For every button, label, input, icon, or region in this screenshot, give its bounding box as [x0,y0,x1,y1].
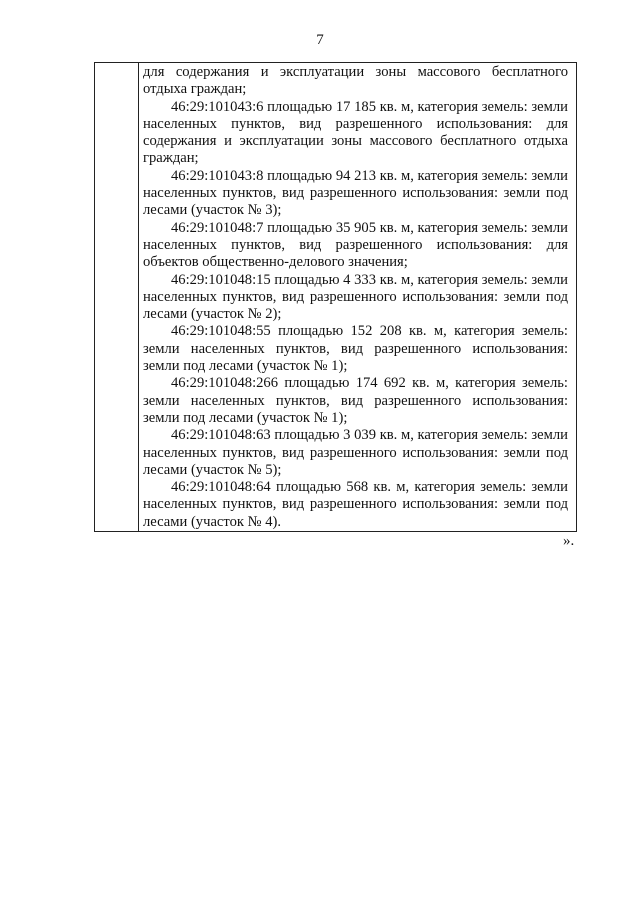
closing-quote-mark: ». [563,533,575,549]
land-plot-entry: 46:29:101048:55 площадью 152 208 кв. м, категория земель: земли населенных пунктов, вид разрешенного использования: земли под лесами (участок № 1); [143,323,568,375]
land-plot-entry: 46:29:101048:15 площадью 4 333 кв. м, категория земель: земли населенных пунктов, вид разрешенного использования: земли под лесами (участок № 2); [143,271,568,323]
page-number: 7 [316,32,324,48]
land-plot-entry: 46:29:101048:64 площадью 568 кв. м, категория земель: земли населенных пунктов, вид разрешенного использования: земли под лесами (участок № 4). [143,479,568,530]
table-cell-text [143,64,568,531]
land-plot-entry: 46:29:101043:6 площадью 17 185 кв. м, категория земель: земли населенных пунктов, вид разрешенного использования: для содержания и эксплуатации зоны массового бесплатного отдыха граждан; [143,98,568,167]
land-plot-entry: 46:29:101048:63 площадью 3 039 кв. м, категория земель: земли населенных пунктов, вид разрешенного использования: земли под лесами (участок № 5); [143,427,568,478]
land-plot-entry: 46:29:101048:266 площадью 174 692 кв. м, категория земель: земли населенных пунктов, вид разрешенного использования: земли под лесами (участок № 1); [143,375,568,426]
table-left-column [94,63,139,531]
continuation-paragraph: для содержания и эксплуатации зоны массового бесплатного отдыха граждан; [143,64,568,98]
land-plot-entry: 46:29:101048:7 площадью 35 905 кв. м, категория земель: земли населенных пунктов, вид разрешенного использования: для объектов общественно-делового значения; [143,219,568,271]
land-plots-table [94,62,577,532]
land-plot-entry: 46:29:101043:8 площадью 94 213 кв. м, категория земель: земли населенных пунктов, вид разрешенного использования: земли под лесами (участок № 3); [143,167,568,219]
